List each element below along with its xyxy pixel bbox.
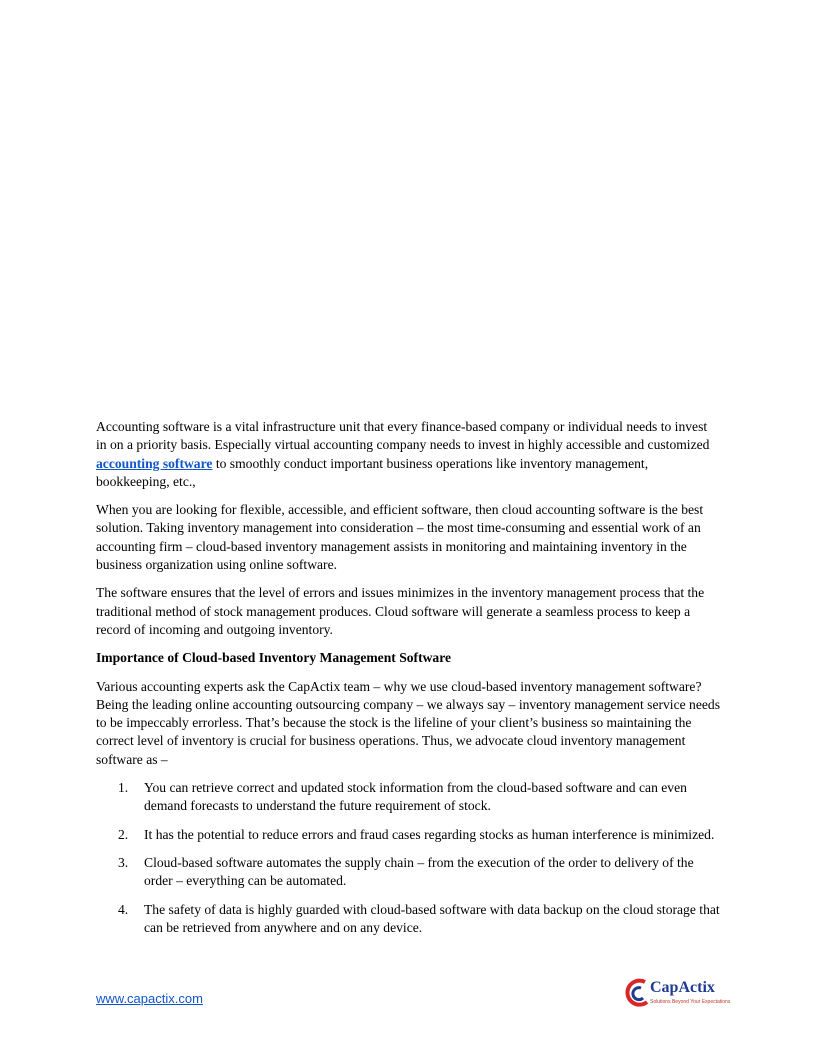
- list-text: It has the potential to reduce errors and fraud cases regarding stocks as human interference is minimized.: [144, 826, 715, 842]
- intro-text-start: Accounting software is a vital infrastructure unit that every finance-based company or individual needs to invest in on a priority basis. Especially virtual accounting company needs to invest in highly accessible and customized: [96, 419, 710, 453]
- paragraph-error-reduction: The software ensures that the level of errors and issues minimizes in the inventory management process that the traditional method of stock management produces. Cloud software will generate a seamless process to keep a record of incoming and outgoing inventory.: [96, 585, 705, 637]
- section-heading: Importance of Cloud-based Inventory Management Software: [96, 650, 452, 666]
- list-text: The safety of data is highly guarded with cloud-based software with data backup on the cloud storage that can be retrieved from anywhere and on any device.: [144, 901, 720, 935]
- logo-swoosh-icon: [623, 978, 651, 1008]
- capactix-logo: [623, 976, 731, 1010]
- paragraph-cloud-solution: When you are looking for flexible, accessible, and efficient software, then cloud accounting software is the best solution. Taking inventory management into consideration – the most time-consuming and essential work of an accounting firm – cloud-based inventory management assists in monitoring and maintaining inventory in the business organization using online software.: [96, 502, 704, 573]
- list-number: 2.: [118, 826, 129, 842]
- list-number: 3.: [118, 854, 129, 870]
- logo-text: CapActix: [650, 979, 715, 996]
- intro-text-end: to smoothly conduct important business operations like inventory management, bookkeeping, etc.,: [96, 455, 649, 489]
- list-item: [96, 901, 720, 938]
- list-text: You can retrieve correct and updated stock information from the cloud-based software and can even demand forecasts to understand the future requirement of stock.: [144, 780, 687, 814]
- paragraph-capactix-team: Various accounting experts ask the CapActix team – why we use cloud-based inventory management software? Being the leading online accounting outsourcing company – we always say – inventory management service needs to be impeccably errorless. That’s because the stock is the lifeline of your client’s business so maintaining the correct level of inventory is crucial for business operations. Thus, we advocate cloud inventory management software as –: [96, 678, 720, 767]
- list-number: 4.: [118, 901, 129, 917]
- list-item: [96, 854, 720, 891]
- list-item: [96, 826, 720, 844]
- benefits-list: [96, 779, 720, 937]
- logo-tagline: Solutions Beyond Your Expectations: [650, 999, 731, 1005]
- paragraph-intro: [96, 418, 720, 491]
- accounting-software-link[interactable]: accounting software: [96, 455, 213, 471]
- document-body: [96, 418, 720, 947]
- footer-website-link[interactable]: www.capactix.com: [96, 991, 203, 1006]
- list-text: Cloud-based software automates the supply chain – from the execution of the order to delivery of the order – everything can be automated.: [144, 854, 694, 889]
- list-item: [96, 779, 720, 816]
- list-number: 1.: [118, 780, 129, 796]
